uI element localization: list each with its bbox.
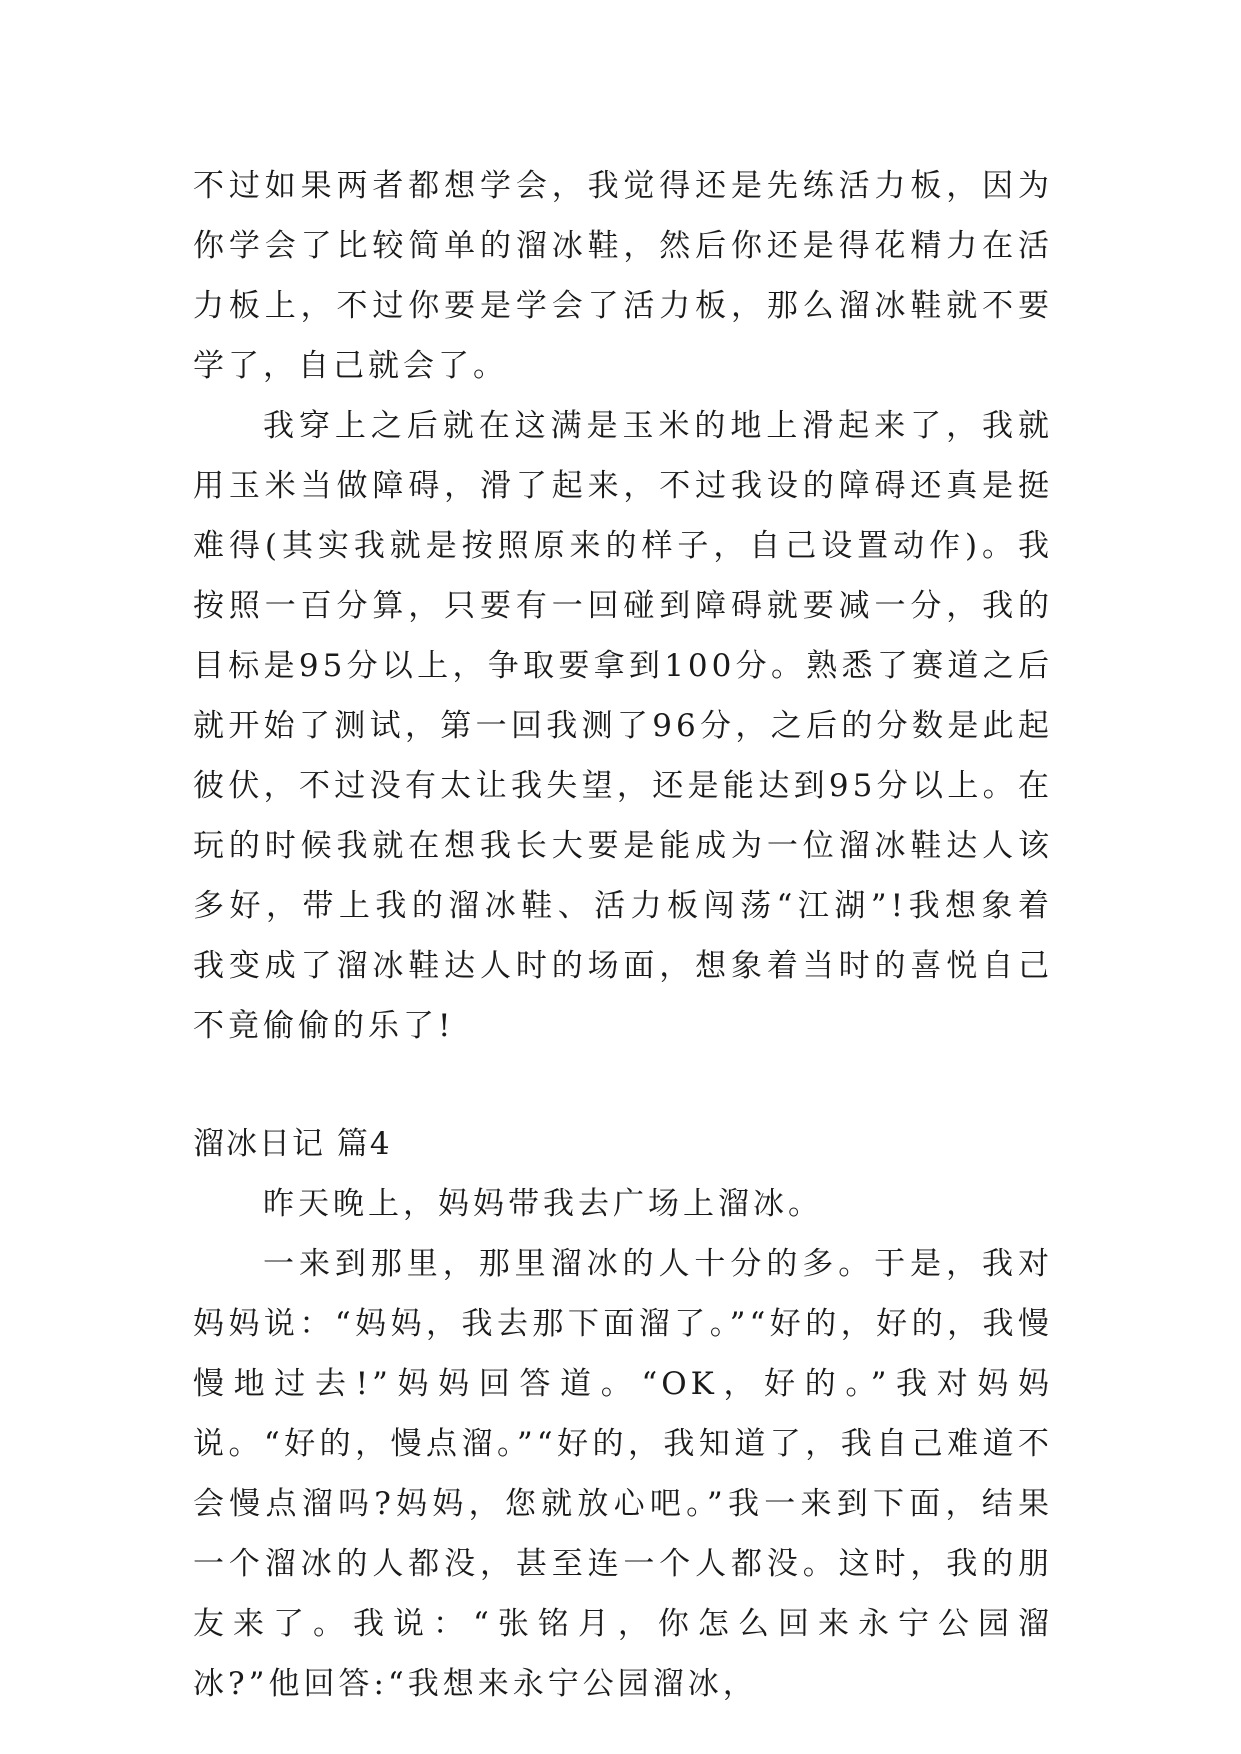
paragraph-skating-practice: 我穿上之后就在这满是玉米的地上滑起来了，我就用玉米当做障碍，滑了起来，不过我设的障碍还真是挺难得(其实我就是按照原来的样子，自己设置动作)。我按照一百分算，只要有一回碰到障碍就要减一分，我的目标是95分以上，争取要拿到100分。熟悉了赛道之后就开始了测试，第一回我测了96分，之后的分数是此起彼伏，不过没有太让我失望，还是能达到95分以上。在玩的时候我就在想我长大要是能成为一位溜冰鞋达人该多好，带上我的溜冰鞋、活力板闯荡“江湖”!我想象着我变成了溜冰鞋达人时的场面，想象着当时的喜悦自己不竟偷偷的乐了! [193,408,1053,1044]
paragraph-dialogue: 一来到那里，那里溜冰的人十分的多。于是，我对妈妈说：“妈妈，我去那下面溜了。”“好的，好的，我慢慢地过去!”妈妈回答道。“OK，好的。”我对妈妈说。“好的，慢点溜。”“好的，我知道了，我自己难道不会慢点溜吗?妈妈，您就放心吧。”我一来到下面，结果一个溜冰的人都没，甚至连一个人都没。这时，我的朋友来了。我说：“张铭月，你怎么回来永宁公园溜冰?”他回答:“我想来永宁公园溜冰， [193,1246,1053,1702]
section-spacer [193,1056,1053,1114]
section-title: 溜冰日记 篇4 [193,1126,392,1162]
paragraph-continuation: 不过如果两者都想学会，我觉得还是先练活力板，因为你学会了比较简单的溜冰鞋，然后你还是得花精力在活力板上，不过你要是学会了活力板，那么溜冰鞋就不要学了，自己就会了。 [193,168,1053,384]
document-body [193,156,1053,1714]
paragraph-intro: 昨天晚上，妈妈带我去广场上溜冰。 [263,1186,823,1222]
